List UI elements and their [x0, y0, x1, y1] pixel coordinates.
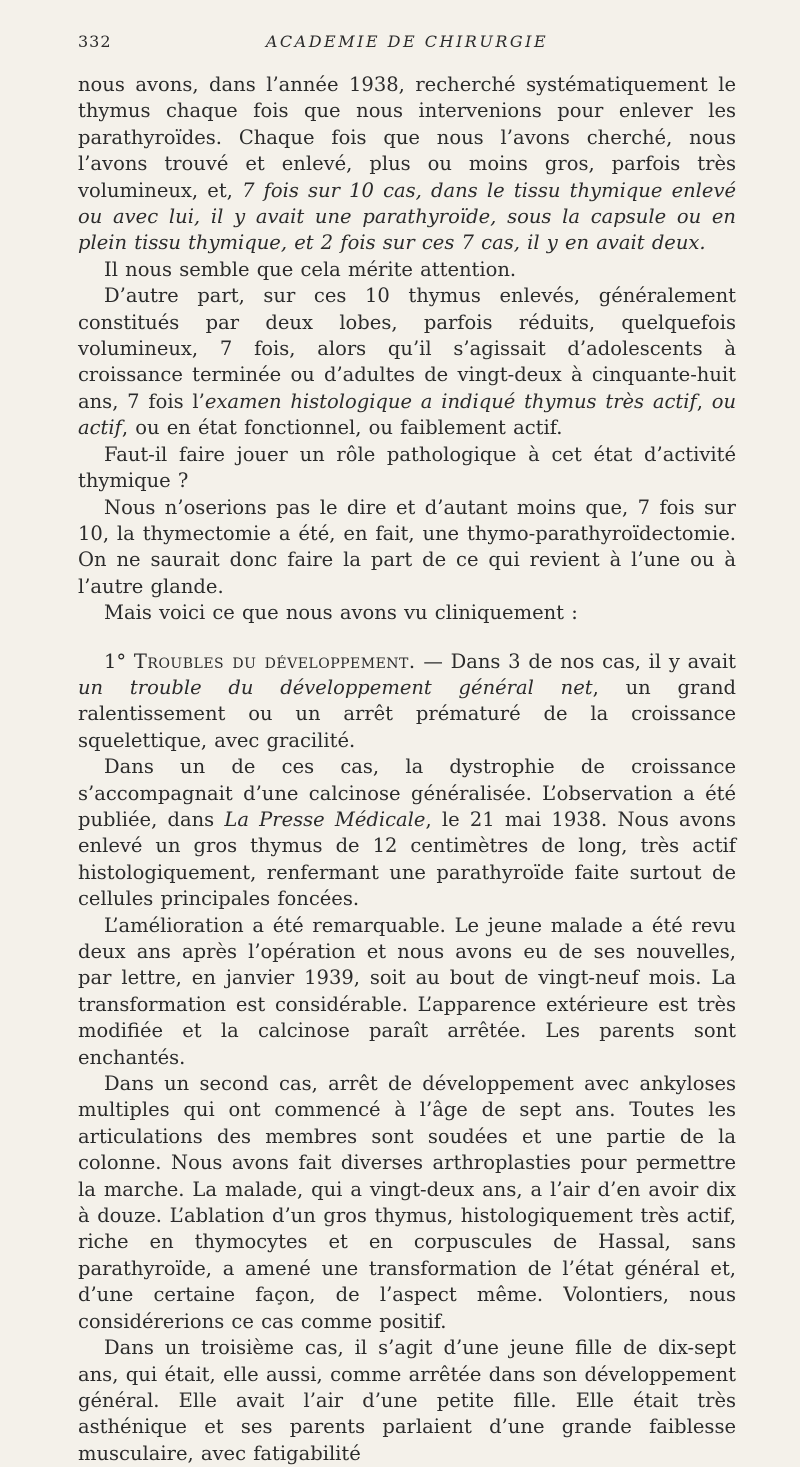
- paragraph-5: Nous n’oserions pas le dire et d’autant moins que, 7 fois sur 10, la thymectomie a été, en fait, une thymo-parathyroïdectomie. On ne saurait donc faire la part de ce qui revient à l’une ou à l’autre glande.: [78, 495, 736, 598]
- paragraph-2: Il nous semble que cela mérite attention.: [104, 257, 517, 281]
- paragraph-10: Dans un second cas, arrêt de développement avec ankyloses multiples qui ont commencé à l’âge de sept ans. Toutes les articulations des membres sont soudées et une partie de la colonne. Nous avons fait diverses arthroplasties pour permettre la marche. La malade, qui a vingt-deux ans, a l’air d’en avoir dix à douze. L’ablation d’un gros thymus, histologiquement très actif, riche en thymocytes et en corpuscules de Hassal, sans parathyroïde, a amené une transformation de l’état général et, d’une certaine façon, de l’aspect même. Volontiers, nous considérerions ce cas comme positif.: [78, 1072, 736, 1333]
- paragraph-11: Dans un troisième cas, il s’agit d’une jeune fille de dix-sept ans, qui était, elle aussi, comme arrêtée dans son développement général. Elle avait l’air d’une petite fille. Elle était très asthénique et ses parents parlaient d’une grande faiblesse musculaire, avec fatigabilité: [78, 1336, 736, 1465]
- paragraph-9: L’amélioration a été remarquable. Le jeune malade a été revu deux ans après l’opération et nous avons eu de ses nouvelles, par lettre, en janvier 1939, soit au bout de vingt-neuf mois. La transformation est considérable. L’apparence extérieure est très modifiée et la calcinose paraît arrêtée. Les parents sont enchantés.: [78, 913, 736, 1069]
- page-header: [78, 28, 736, 58]
- paragraph-4: Faut-il faire jouer un rôle pathologique à cet état d’activité thymique ?: [78, 442, 736, 493]
- paragraph-1: nous avons, dans l’année 1938, recherché systématiquement le thymus chaque fois que nous intervenions pour enlever les parathyroïdes. Chaque fois que nous l’avons cherché, nous l’avons trouvé et enlevé, plus ou moins gros, parfois très volumineux, et, 7 fois sur 10 cas, dans le tissu thymique enlevé ou avec lui, il y avait une parathyroïde, sous la capsule ou en plein tissu thymique, et 2 fois sur ces 7 cas, il y en avait deux.: [78, 73, 736, 255]
- page-number: 332: [78, 32, 112, 51]
- emphasis: examen histologique a indiqué thymus très actif: [204, 389, 697, 413]
- section-paragraph-1: 1° Troubles du développement. — Dans 3 de nos cas, il y avait un trouble du développement général net, un grand ralentissement ou un arrêt prématuré de la croissance squelettique, avec gracilité.: [78, 649, 736, 752]
- running-head: ACADEMIE DE CHIRURGIE: [265, 32, 549, 51]
- section-gap: [78, 627, 736, 649]
- body-text: [78, 72, 736, 1467]
- emphasis: un trouble du développement général net: [78, 675, 593, 699]
- section-heading: Troubles du développement.: [133, 649, 416, 673]
- journal-title: La Presse Médicale: [224, 807, 426, 831]
- paragraph-3: D’autre part, sur ces 10 thymus enlevés, généralement constitués par deux lobes, parfois réduits, quelquefois volumineux, 7 fois, alors qu’il s’agissait d’adolescents à croissance terminée ou d’adultes de vingt-deux à cinquante-huit ans, 7 fois l’examen histologique a indiqué thymus très actif, ou actif, ou en état fonctionnel, ou faiblement actif.: [78, 284, 737, 440]
- paragraph-8: Dans un de ces cas, la dystrophie de croissance s’accompagnait d’une calcinose généralisée. L’observation a été publiée, dans La Presse Médicale, le 21 mai 1938. Nous avons enlevé un gros thymus de 12 centimètres de long, très actif histologiquement, renfermant une parathyroïde faite surtout de cellules principales foncées.: [78, 755, 736, 911]
- emphasis: ou actif: [78, 389, 737, 440]
- paragraph-6: Mais voici ce que nous avons vu cliniquement :: [104, 601, 578, 625]
- emphasis: 7 fois sur 10 cas, dans le tissu thymique enlevé ou avec lui, il y avait une parathyroïde, sous la capsule ou en plein tissu thymique, et 2 fois sur ces 7 cas, il y en avait deux.: [78, 178, 736, 255]
